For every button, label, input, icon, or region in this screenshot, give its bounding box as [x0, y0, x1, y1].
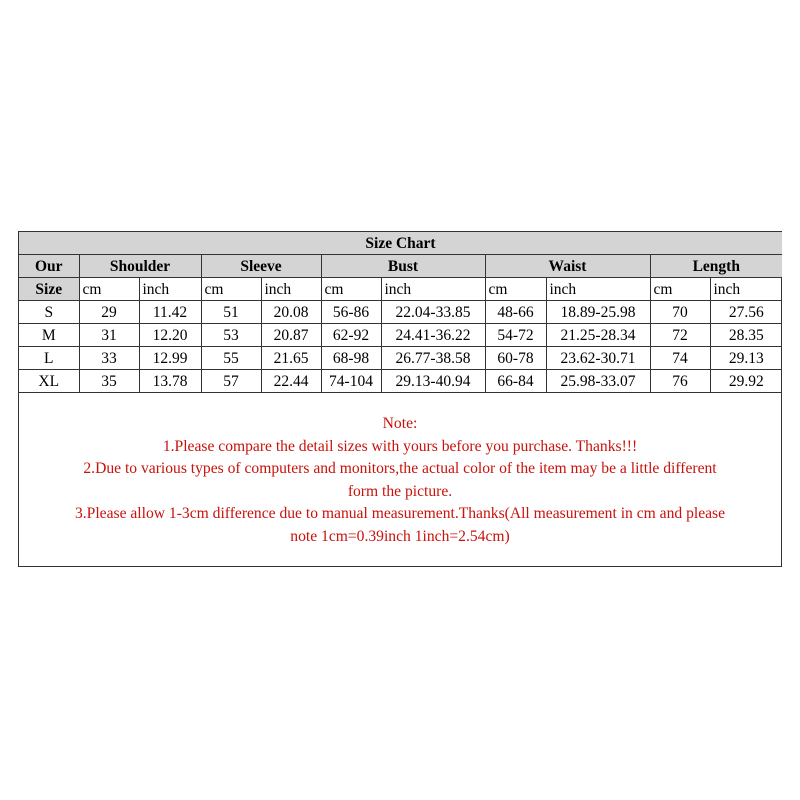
title-row — [19, 232, 782, 255]
measurement-cell: 51 — [201, 301, 261, 324]
measurement-cell: 25.98-33.07 — [546, 370, 650, 393]
measurement-cell: 56-86 — [321, 301, 381, 324]
measurement-cell: 31 — [79, 324, 139, 347]
unit-cell: cm — [650, 278, 710, 301]
unit-cell: inch — [139, 278, 201, 301]
size-chart-table — [19, 232, 782, 393]
size-label-cell: M — [19, 324, 79, 347]
measurement-cell: 70 — [650, 301, 710, 324]
bust-header: Bust — [321, 255, 485, 278]
measurement-cell: 74-104 — [321, 370, 381, 393]
measurement-cell: 35 — [79, 370, 139, 393]
measurement-cell: 29.13-40.94 — [381, 370, 485, 393]
measurement-cell: 48-66 — [485, 301, 546, 324]
table-row — [19, 301, 782, 324]
measurement-cell: 18.89-25.98 — [546, 301, 650, 324]
measurement-cell: 20.08 — [261, 301, 321, 324]
our-size-header-line1: Our — [19, 255, 79, 278]
measurement-cell: 53 — [201, 324, 261, 347]
measurement-cell: 62-92 — [321, 324, 381, 347]
measurement-cell: 27.56 — [710, 301, 782, 324]
note-line-3b: note 1cm=0.39inch 1inch=2.54cm) — [290, 527, 510, 545]
unit-cell: cm — [321, 278, 381, 301]
unit-cell: inch — [261, 278, 321, 301]
measurement-cell: 22.04-33.85 — [381, 301, 485, 324]
note-line-2b: form the picture. — [347, 482, 453, 500]
table-row — [19, 347, 782, 370]
measurement-cell: 23.62-30.71 — [546, 347, 650, 370]
measurement-cell: 76 — [650, 370, 710, 393]
notes-section — [19, 393, 781, 548]
measurement-cell: 29.13 — [710, 347, 782, 370]
table-title: Size Chart — [19, 232, 782, 255]
group-header-row — [19, 255, 782, 278]
measurement-cell: 33 — [79, 347, 139, 370]
unit-header-row — [19, 278, 782, 301]
table-row — [19, 370, 782, 393]
shoulder-header: Shoulder — [79, 255, 201, 278]
unit-cell: inch — [381, 278, 485, 301]
measurement-cell: 28.35 — [710, 324, 782, 347]
measurement-cell: 66-84 — [485, 370, 546, 393]
waist-header: Waist — [485, 255, 650, 278]
size-label-cell: XL — [19, 370, 79, 393]
measurement-cell: 60-78 — [485, 347, 546, 370]
measurement-cell: 12.20 — [139, 324, 201, 347]
note-heading: Note: — [382, 415, 418, 432]
measurement-cell: 22.44 — [261, 370, 321, 393]
measurement-cell: 54-72 — [485, 324, 546, 347]
measurement-cell: 29.92 — [710, 370, 782, 393]
measurement-cell: 20.87 — [261, 324, 321, 347]
measurement-cell: 12.99 — [139, 347, 201, 370]
size-chart — [18, 231, 782, 567]
size-label-cell: L — [19, 347, 79, 370]
measurement-cell: 24.41-36.22 — [381, 324, 485, 347]
measurement-cell: 29 — [79, 301, 139, 324]
note-line-3a: 3.Please allow 1-3cm difference due to manual measurement.Thanks(All measurement in cm and please — [74, 505, 726, 522]
measurement-cell: 11.42 — [139, 301, 201, 324]
note-line-2a: 2.Due to various types of computers and monitors,the actual color of the item may be a little different — [83, 460, 717, 477]
measurement-cell: 21.25-28.34 — [546, 324, 650, 347]
size-label-cell: S — [19, 301, 79, 324]
unit-cell: cm — [485, 278, 546, 301]
measurement-cell: 57 — [201, 370, 261, 393]
table-row — [19, 324, 782, 347]
measurement-cell: 74 — [650, 347, 710, 370]
unit-cell: cm — [79, 278, 139, 301]
note-line-1: 1.Please compare the detail sizes with yours before you purchase. Thanks!!! — [162, 437, 638, 455]
measurement-cell: 72 — [650, 324, 710, 347]
measurement-cell: 26.77-38.58 — [381, 347, 485, 370]
length-header: Length — [650, 255, 782, 278]
our-size-header-line2: Size — [19, 278, 79, 301]
measurement-cell: 21.65 — [261, 347, 321, 370]
measurement-cell: 55 — [201, 347, 261, 370]
unit-cell: cm — [201, 278, 261, 301]
measurement-cell: 13.78 — [139, 370, 201, 393]
measurement-cell: 68-98 — [321, 347, 381, 370]
unit-cell: inch — [710, 278, 782, 301]
sleeve-header: Sleeve — [201, 255, 321, 278]
unit-cell: inch — [546, 278, 650, 301]
